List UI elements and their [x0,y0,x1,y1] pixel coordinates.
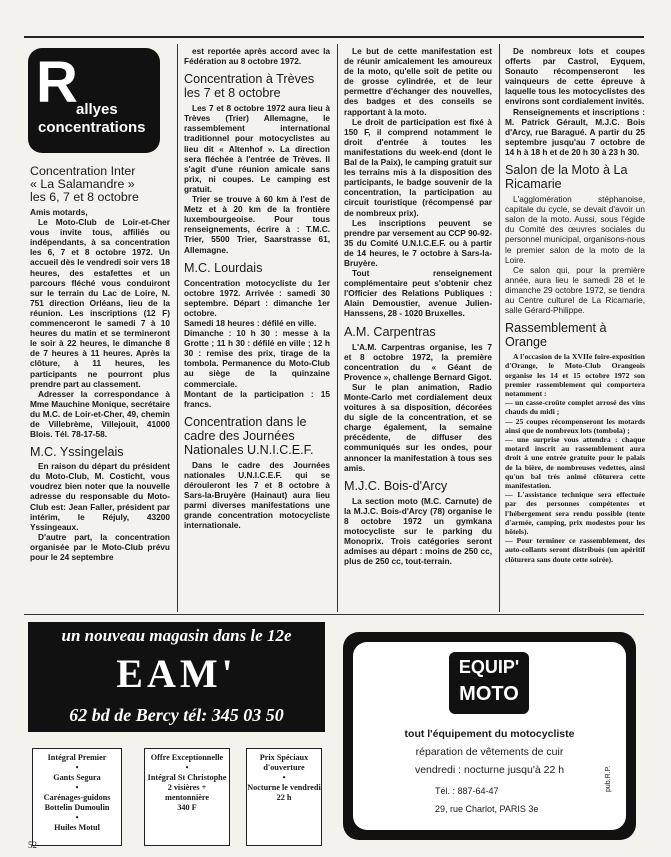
ad-eam-box-offer [144,748,230,846]
bullet: • [185,763,189,772]
paragraph: — L'assistance technique sera effectuée par des personnes compétentes et l'hébergement sera rendu possible (tente d'armée, camping, prix modestes pour les hôtels). [505,490,645,537]
paragraph: La section moto (M.C. Carnute) de la M.J.C. Bois-d'Arcy (78) organise le 8 octobre 1972 un gymkana motocycliste sur le parking du Monoprix. Trois catégories seront admises au départ : moins de 250 cc, plus de 250 cc, tout-terrain. [344,495,492,567]
paragraph: Concentration motocycliste du 1er octobre 1972. Arrivée : samedi 30 septembre. Départ : dimanche 1er octobre. [184,277,330,318]
ad-line2: réparation de vêtements de cuir [415,746,564,758]
paragraph: Amis motards, [30,207,88,217]
ad-credit: pub.R.P. [605,765,612,792]
ad-eam-box-products [32,748,122,846]
logo-letter: R [36,50,78,115]
column-divider [499,44,500,612]
heading-salon: Salon de la Moto à La Ricamarie [505,163,628,192]
paragraph: Le Moto-Club de Loir-et-Cher vous invite tous, affiliés ou indépendants, à sa concentration les 6, 7 et 8 octobre 1972. Un accueil dès le vendredi soir vers 18 heures, des estafettes et un parcours fléché vous conduiront sur le terrain du Lac de Loire, N. 751 direction Orléans, lieu de la réunion. Les inscriptions (12 F) commenceront le samedi 7 à 10 heures du matin et se termineront le soir à 22 heures, le dimanche 8 de 7 heures à 11 heures. Après la clôture, à 11 heures, les participants ne pourront plus prendre part au classement. [30,217,170,389]
paragraph: Sur le plan animation, Radio Monte-Carlo met cordialement deux voitures à sa disposition, décorées du sigle de la concentration, et se charge également, la semaine précédente, de diffuser des communiqués sur les ondes, pour annoncer la manifestation à tous ses amis. [344,381,492,473]
column-1 [30,157,170,612]
paragraph: A l'occasion de la XVIIe foire-exposition d'Orange, le Moto-Club Orangeois organise les 14 et 15 octobre 1972 son premier rassemblement qui comportera notamment : [505,352,645,398]
box-line: Gants Segura [53,773,101,782]
paragraph: D'autre part, la concentration organisée par le Moto-Club prévu pour le 24 septembre [30,531,170,562]
paragraph: Dimanche : 10 h 30 : messe à la Grotte ; 11 h 30 : défilé en ville ; 12 h 30 : remise des prix, tirage de la tombola. Permanence du Moto-Club au siège de la quinzaine commerciale. [184,328,330,389]
logo-line1: allyes [76,101,118,118]
box-line: Nocturne le vendredi 22 h [247,783,321,802]
column-3 [344,46,492,612]
paragraph: Adresser la correspondance à Mme Mauchine Monique, secrétaire du M.C. de Loir-et-Cher, 49, chemin de Villebrème, Villejouit, 41000 Blois. Tél. 78-17-58. [30,388,170,440]
ad-eam-address: 62 bd de Bercy tél: 345 03 50 [28,698,325,732]
bullet: • [75,813,79,822]
paragraph: En raison du départ du président du Moto-Club, M. Costicht, vous voudrez bien noter que la nouvelle adresse du responsable du Moto-Club est: Jean Faller, président par intérim, le Réjuly, 43200 Yssingeaux. [30,461,170,532]
paragraph: Le but de cette manifestation est de réunir amicalement les amoureux de la moto, qu'elle soit de petite ou de grosse cylindrée, et de leur permettre d'échanger des nouvelles, des badges et des conseils se rapportant à la moto. [344,46,492,117]
heading-salamandre: Concentration Inter [30,164,136,178]
ad-brand-line2: MOTO [459,683,519,705]
paragraph: Trier se trouve à 60 km à l'est de Metz et à 20 km de la frontière luxembourgeoise. Pour tous renseignements, écrire à : T.M.C. Trier, 5500 Trier, Saarstrasse 61, Allemagne. [184,194,330,255]
paragraph: Dans le cadre des Journées nationales U.N.I.C.E.F. qui se dérouleront les 7 et 8 octobre à Sars-la-Bruyère (Hainaut) aura lieu parmi diverses manifestations une grande concentration motocycliste internationale. [184,459,330,531]
box-line: Intégral St Christophe 2 visières + mentonnière [147,773,227,802]
paragraph: Ce salon qui, pour la première année, aura lieu le samedi 28 et le dimanche 29 octobre 1972, se tiendra au Centre culturel de La Ricamarie, salle Gérard-Philippe. [505,264,645,316]
horizontal-divider [24,614,644,615]
heading-salamandre-dates: les 6, 7 et 8 octobre [30,190,139,204]
heading-orange: Rassemblement à Orange [505,321,607,350]
ad-phone: Tél. : 887-64-47 [435,786,499,796]
column-4 [505,46,645,612]
heading-bois-darcy: M.J.C. Bois-d'Arcy [344,478,448,493]
paragraph: L'A.M. Carpentras organise, les 7 et 8 octobre 1972, la première concentration du « Géant de Provence », challenge Bernard Gigot. [344,341,492,382]
ad-line1: tout l'équipement du motocycliste [404,728,575,740]
heading-treves-dates: les 7 et 8 octobre [184,86,281,101]
bullet: • [75,783,79,792]
heading-salamandre-name: « La Salamandre » [30,177,135,191]
bullet: • [75,763,79,772]
ad-eam-brand: EAM' [28,650,325,698]
box-line: Intégral Premier [47,753,107,762]
column-divider [337,44,338,612]
column-divider [177,44,178,612]
box-line: Prix Spéciaux d'ouverture [259,753,309,772]
paragraph: Le droit de participation est fixé à 150 F, il comprend notamment le droit d'entrée à toutes les manifestations du week-end (dont le Bal de la Paix), le camping gratuit sur les terrains mis à la disposition des participants, le badge souvenir de la concentration, la participation au circuit touristique (récompensé par de nombreux prix). [344,116,492,218]
section-logo [28,48,160,153]
ad-equip-moto-inner [353,642,626,830]
paragraph: Les 7 et 8 octobre 1972 aura lieu à Trèves (Trier) Allemagne, le rassemblement international traditionnel pour motocyclistes au lieu dit « Altenhof ». La direction sera fléchée à l'entrée de Trèves. Il s'agit d'une réunion amicale sans prix, ni coupes. Le camping est gratuit. [184,103,330,194]
ad-eam [28,622,325,846]
heading-yssingelais: M.C. Yssingelais [30,445,124,460]
box-line: Offre Exceptionnelle [150,753,224,762]
logo-line2: concentrations [38,119,146,136]
ad-brand-line1: EQUIP' [458,657,520,677]
paragraph: — 25 coupes récompenseront les motards ainsi que de nombreux lots (tombola) ; [505,416,645,435]
bullet: • [282,773,286,782]
box-line: 340 F [177,803,197,812]
paragraph: est reportée après accord avec la Fédération au 8 octobre 1972. [184,46,330,67]
paragraph: Montant de la participation : 15 francs. [184,388,330,409]
paragraph: De nombreux lots et coupes offerts par Castrol, Eyquem, Sonauto récompenseront les vainqueurs de cette épreuve à laquelle tous les motocyclistes des environs sont cordialement invités. [505,46,645,107]
paragraph: — un casse-croûte complet arrosé des vins chauds du midi ; [505,398,645,417]
column-2 [184,46,330,612]
paragraph: — une surprise vous attendra : chaque motard inscrit au rassemblement aura droit à une entrée gratuite pour le palais de la bière, de nombreuses vedettes, ainsi qu'un bal très animé clôturera cette manifestation. [505,434,645,490]
ad-eam-headline: un nouveau magasin dans le 12e [28,622,325,650]
ad-line3: vendredi : nocturne jusqu'à 22 h [414,764,565,776]
paragraph: L'agglomération stéphanoise, capitale du cycle, se devait d'avoir un salon de la moto. Aussi, sous l'égide du Comité des œuvres sociales du personnel municipal, organisons-nous le premier salon de la moto de la Loire. [505,194,645,265]
paragraph: Tout renseignement complémentaire peut s'obtenir chez l'Officier des Relations Publiques : Alain Demoustier, avenue Julien-Hanssens, 28 - 1020 Bruxelles. [344,268,492,319]
paragraph: — Pour terminer ce rassemblement, des auto-collants seront distribués (un apéritif clôturera sans doute cette soirée). [505,536,645,564]
ad-address: 29, rue Charlot, PARIS 3e [435,804,539,814]
top-rule [24,36,644,38]
ad-eam-box-prices [246,748,322,846]
box-line: Huiles Motul [54,823,100,832]
box-line: Carénages-guidons Bottelin Dumoulin [43,793,111,812]
paragraph: Renseignements et inscriptions : M. Patrick Gérault, M.J.C. Bois d'Arcy, rue Baragué. A partir du 25 septembre jusqu'au 7 octobre de 14 h à 18 h et de 20 h 30 à 23 h 30. [505,106,645,157]
paragraph: Les inscriptions peuvent se prendre par versement au CCP 90-92-35 du Comité U.N.I.C.E.F. ou à partir de 14 heures, le 7 octobre à Sars-la-Bruyère. [344,217,492,268]
heading-carpentras: A.M. Carpentras [344,324,436,339]
heading-unicef: Concentration dans le cadre des Journées Nationales U.N.I.C.E.F. [184,414,314,457]
heading-treves: Concentration à Trèves [184,72,315,87]
ad-equip-moto [343,632,636,840]
heading-lourdais: M.C. Lourdais [184,260,263,275]
paragraph: Samedi 18 heures : défilé en ville. [184,317,317,328]
page-number: 52 [28,840,37,850]
